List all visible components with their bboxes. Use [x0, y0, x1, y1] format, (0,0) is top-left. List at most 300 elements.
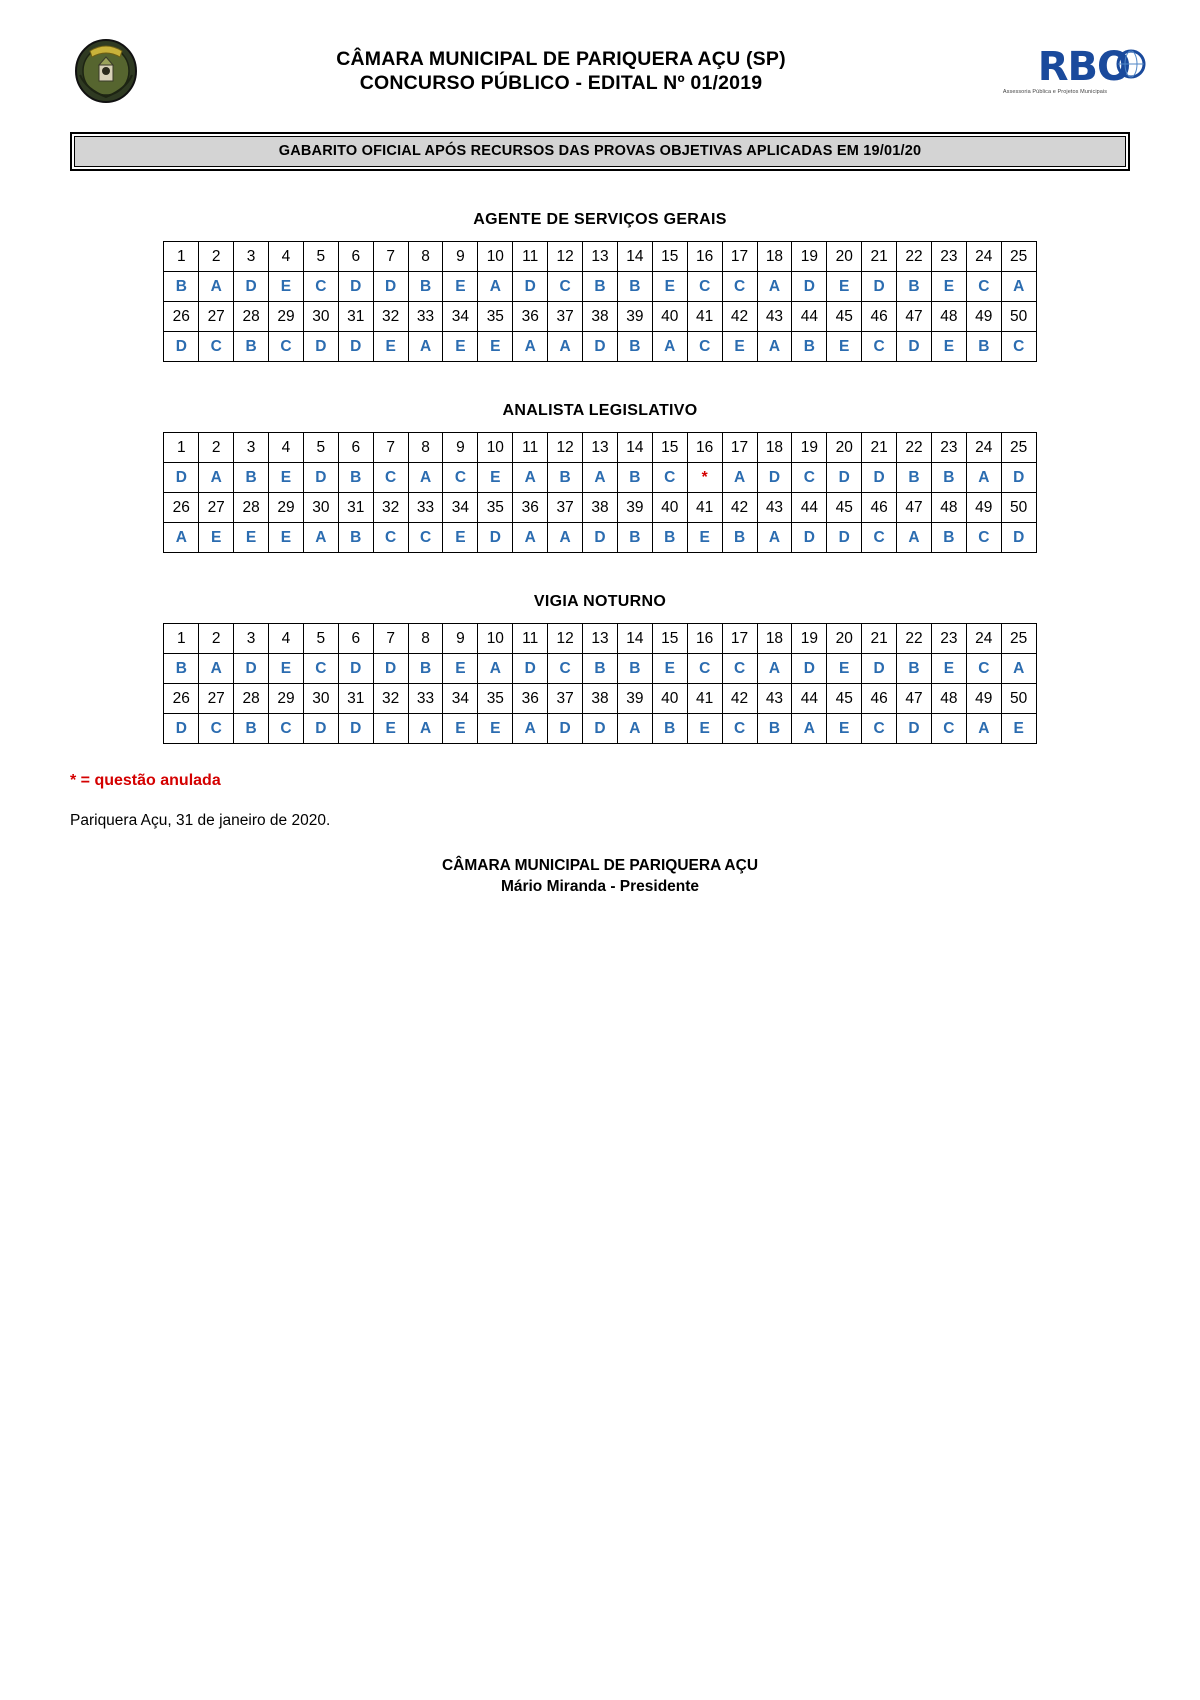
question-number-cell: 22 [897, 242, 932, 272]
question-number-cell: 48 [931, 493, 966, 523]
question-number-cell: 40 [652, 302, 687, 332]
answers-table [163, 432, 1036, 553]
question-number-cell: 25 [1001, 433, 1036, 463]
answer-cell: D [164, 332, 199, 362]
answer-cell: B [583, 654, 618, 684]
answer-cell: B [617, 654, 652, 684]
answer-cell: E [269, 463, 304, 493]
answer-cell: D [792, 523, 827, 553]
answer-cell: C [408, 523, 443, 553]
question-number-cell: 1 [164, 242, 199, 272]
question-number-cell: 7 [373, 433, 408, 463]
answer-cell: A [548, 332, 583, 362]
question-number-cell: 25 [1001, 624, 1036, 654]
answer-cell: C [722, 714, 757, 744]
answer-cell: D [234, 654, 269, 684]
question-number-cell: 13 [583, 242, 618, 272]
answer-cell: D [583, 523, 618, 553]
answer-cell: D [792, 272, 827, 302]
rbo-globe-icon [1116, 49, 1146, 79]
question-number-cell: 9 [443, 433, 478, 463]
question-number-cell: 43 [757, 684, 792, 714]
question-number-cell: 5 [303, 433, 338, 463]
answer-cell: D [338, 332, 373, 362]
page-title: CÂMARA MUNICIPAL DE PARIQUERA AÇU (SP) [336, 47, 786, 70]
gabarito-banner-text: GABARITO OFICIAL APÓS RECURSOS DAS PROVAS OBJETIVAS APLICADAS EM 19/01/20 [74, 136, 1126, 167]
question-number-cell: 10 [478, 624, 513, 654]
question-number-cell: 27 [199, 493, 234, 523]
answer-cell: E [478, 332, 513, 362]
question-number-cell: 30 [303, 684, 338, 714]
section-agente-servicos-gerais [70, 211, 1130, 362]
answer-cell: A [757, 272, 792, 302]
answers-table-body [164, 242, 1036, 362]
question-number-cell: 34 [443, 302, 478, 332]
rbo-logo [980, 44, 1130, 95]
question-number-cell: 27 [199, 302, 234, 332]
answer-cell: A [478, 654, 513, 684]
question-number-cell: 6 [338, 433, 373, 463]
answer-cell: D [303, 332, 338, 362]
question-number-cell: 11 [513, 624, 548, 654]
document-header [70, 0, 1130, 114]
question-number-cell: 26 [164, 493, 199, 523]
answer-cell: B [966, 332, 1001, 362]
question-number-cell: 12 [548, 433, 583, 463]
answer-cell: C [792, 463, 827, 493]
answer-cell: C [373, 523, 408, 553]
question-number-cell: 21 [862, 242, 897, 272]
question-number-cell: 5 [303, 624, 338, 654]
answer-cell: D [303, 714, 338, 744]
answer-cell: A [757, 332, 792, 362]
answer-cell: A [513, 463, 548, 493]
question-number-cell: 28 [234, 493, 269, 523]
question-number-cell: 3 [234, 242, 269, 272]
answer-cell: D [1001, 463, 1036, 493]
question-number-cell: 37 [548, 302, 583, 332]
answer-cell: E [234, 523, 269, 553]
answer-cell: C [443, 463, 478, 493]
answer-cell: E [478, 714, 513, 744]
answer-cell: B [617, 523, 652, 553]
question-number-cell: 14 [617, 433, 652, 463]
annulled-answer-cell: * [687, 463, 722, 493]
question-number-cell: 2 [199, 242, 234, 272]
question-number-row [164, 684, 1036, 714]
answer-cell: D [338, 272, 373, 302]
question-number-cell: 45 [827, 493, 862, 523]
question-number-cell: 11 [513, 433, 548, 463]
question-number-cell: 34 [443, 684, 478, 714]
question-number-cell: 49 [966, 684, 1001, 714]
answer-cell: E [199, 523, 234, 553]
question-number-cell: 29 [269, 684, 304, 714]
answer-cell: D [897, 714, 932, 744]
question-number-cell: 16 [687, 624, 722, 654]
question-number-row [164, 493, 1036, 523]
answer-cell: B [931, 463, 966, 493]
answer-cell: C [652, 463, 687, 493]
question-number-cell: 38 [583, 684, 618, 714]
question-number-cell: 22 [897, 624, 932, 654]
answer-row [164, 332, 1036, 362]
answer-cell: B [408, 272, 443, 302]
answers-table-body [164, 433, 1036, 553]
question-number-cell: 14 [617, 624, 652, 654]
question-number-cell: 49 [966, 302, 1001, 332]
answer-cell: B [234, 714, 269, 744]
answer-cell: A [1001, 272, 1036, 302]
question-number-cell: 24 [966, 242, 1001, 272]
answer-cell: C [199, 714, 234, 744]
section-vigia-noturno [70, 593, 1130, 744]
question-number-cell: 46 [862, 493, 897, 523]
answer-cell: A [583, 463, 618, 493]
question-number-cell: 1 [164, 433, 199, 463]
question-number-cell: 4 [269, 433, 304, 463]
question-number-cell: 22 [897, 433, 932, 463]
signature-organization: CÂMARA MUNICIPAL DE PARIQUERA AÇU [441, 857, 759, 874]
answer-cell: D [827, 523, 862, 553]
question-number-cell: 46 [862, 302, 897, 332]
question-number-cell: 48 [931, 684, 966, 714]
answer-cell: A [966, 714, 1001, 744]
answer-row [164, 654, 1036, 684]
question-number-cell: 31 [338, 302, 373, 332]
question-number-cell: 9 [443, 242, 478, 272]
answer-cell: D [827, 463, 862, 493]
question-number-cell: 16 [687, 242, 722, 272]
answer-cell: C [722, 272, 757, 302]
answer-cell: D [338, 714, 373, 744]
answer-cell: E [478, 463, 513, 493]
question-number-cell: 44 [792, 493, 827, 523]
question-number-cell: 6 [338, 624, 373, 654]
answer-cell: D [862, 654, 897, 684]
question-number-cell: 3 [234, 433, 269, 463]
answer-cell: C [548, 654, 583, 684]
question-number-cell: 17 [722, 624, 757, 654]
gabarito-banner [70, 132, 1130, 171]
answer-cell: D [338, 654, 373, 684]
answer-cell: D [548, 714, 583, 744]
answer-cell: C [1001, 332, 1036, 362]
answer-cell: D [164, 714, 199, 744]
answer-cell: B [617, 332, 652, 362]
answer-cell: C [931, 714, 966, 744]
answer-cell: E [269, 272, 304, 302]
answer-cell: D [478, 523, 513, 553]
question-number-cell: 40 [652, 684, 687, 714]
question-number-cell: 23 [931, 242, 966, 272]
question-number-cell: 2 [199, 433, 234, 463]
question-number-cell: 23 [931, 624, 966, 654]
answer-cell: B [897, 272, 932, 302]
answer-cell: A [199, 654, 234, 684]
answer-cell: E [827, 332, 862, 362]
answer-cell: D [303, 463, 338, 493]
answer-cell: A [1001, 654, 1036, 684]
question-number-cell: 50 [1001, 302, 1036, 332]
answer-cell: C [199, 332, 234, 362]
answer-cell: C [373, 463, 408, 493]
question-number-cell: 43 [757, 493, 792, 523]
page-subtitle: CONCURSO PÚBLICO - EDITAL Nº 01/2019 [359, 72, 763, 94]
question-number-cell: 8 [408, 433, 443, 463]
question-number-cell: 27 [199, 684, 234, 714]
answer-cell: A [199, 272, 234, 302]
question-number-cell: 17 [722, 433, 757, 463]
question-number-cell: 12 [548, 242, 583, 272]
question-number-cell: 10 [478, 242, 513, 272]
answer-cell: A [617, 714, 652, 744]
answer-cell: C [687, 332, 722, 362]
answer-cell: C [966, 523, 1001, 553]
question-number-cell: 4 [269, 242, 304, 272]
question-number-cell: 47 [897, 302, 932, 332]
question-number-cell: 38 [583, 493, 618, 523]
answer-cell: D [792, 654, 827, 684]
question-number-row [164, 433, 1036, 463]
answer-cell: A [478, 272, 513, 302]
question-number-cell: 14 [617, 242, 652, 272]
answer-cell: E [931, 654, 966, 684]
question-number-cell: 13 [583, 624, 618, 654]
answer-cell: C [687, 654, 722, 684]
question-number-cell: 35 [478, 493, 513, 523]
answer-cell: C [269, 714, 304, 744]
annulled-note: * = questão anulada [70, 772, 221, 789]
question-number-cell: 42 [722, 302, 757, 332]
question-number-cell: 21 [862, 433, 897, 463]
question-number-row [164, 242, 1036, 272]
answer-cell: A [548, 523, 583, 553]
question-number-cell: 18 [757, 624, 792, 654]
question-number-cell: 33 [408, 302, 443, 332]
answer-cell: E [269, 523, 304, 553]
question-number-cell: 18 [757, 433, 792, 463]
answer-cell: B [408, 654, 443, 684]
question-number-cell: 36 [513, 493, 548, 523]
answer-cell: E [443, 714, 478, 744]
question-number-cell: 9 [443, 624, 478, 654]
question-number-cell: 35 [478, 302, 513, 332]
answer-cell: D [583, 332, 618, 362]
question-number-cell: 39 [617, 684, 652, 714]
answer-cell: E [443, 332, 478, 362]
question-number-cell: 24 [966, 624, 1001, 654]
question-number-cell: 7 [373, 242, 408, 272]
answer-row [164, 463, 1036, 493]
answer-cell: B [164, 272, 199, 302]
answer-cell: B [652, 714, 687, 744]
answer-cell: E [687, 523, 722, 553]
question-number-cell: 42 [722, 684, 757, 714]
question-number-cell: 19 [792, 242, 827, 272]
question-number-cell: 32 [373, 302, 408, 332]
answer-cell: B [234, 332, 269, 362]
question-number-cell: 49 [966, 493, 1001, 523]
question-number-cell: 37 [548, 493, 583, 523]
answers-table [163, 623, 1036, 744]
answer-cell: E [931, 332, 966, 362]
answer-cell: A [303, 523, 338, 553]
answer-row [164, 523, 1036, 553]
section-analista-legislativo [70, 402, 1130, 553]
rbo-logo-text: RBO [1037, 44, 1130, 90]
answer-cell: C [548, 272, 583, 302]
question-number-cell: 36 [513, 302, 548, 332]
question-number-cell: 50 [1001, 493, 1036, 523]
question-number-cell: 47 [897, 493, 932, 523]
answer-cell: D [234, 272, 269, 302]
answer-cell: E [443, 523, 478, 553]
answer-cell: C [862, 714, 897, 744]
answer-cell: A [722, 463, 757, 493]
answer-row [164, 714, 1036, 744]
question-number-cell: 26 [164, 684, 199, 714]
question-number-cell: 19 [792, 624, 827, 654]
answer-cell: D [862, 463, 897, 493]
question-number-cell: 41 [687, 493, 722, 523]
answer-cell: D [513, 654, 548, 684]
answer-cell: A [897, 523, 932, 553]
question-number-cell: 31 [338, 493, 373, 523]
question-number-cell: 20 [827, 433, 862, 463]
question-number-cell: 46 [862, 684, 897, 714]
answer-cell: D [373, 654, 408, 684]
question-number-cell: 40 [652, 493, 687, 523]
answer-cell: A [513, 523, 548, 553]
question-number-cell: 29 [269, 302, 304, 332]
answer-cell: C [862, 332, 897, 362]
answer-cell: A [408, 332, 443, 362]
question-number-cell: 15 [652, 433, 687, 463]
question-number-cell: 15 [652, 624, 687, 654]
question-number-cell: 6 [338, 242, 373, 272]
answer-cell: B [897, 463, 932, 493]
place-date: Pariquera Açu, 31 de janeiro de 2020. [70, 812, 331, 829]
question-number-cell: 13 [583, 433, 618, 463]
question-number-cell: 37 [548, 684, 583, 714]
question-number-cell: 35 [478, 684, 513, 714]
answer-cell: D [757, 463, 792, 493]
answer-cell: E [443, 654, 478, 684]
answer-cell: A [966, 463, 1001, 493]
answers-table-body [164, 624, 1036, 744]
answer-cell: D [373, 272, 408, 302]
question-number-cell: 20 [827, 624, 862, 654]
answer-cell: B [931, 523, 966, 553]
question-number-row [164, 624, 1036, 654]
answer-cell: A [408, 463, 443, 493]
answer-cell: E [373, 714, 408, 744]
answer-cell: E [269, 654, 304, 684]
answer-cell: A [792, 714, 827, 744]
question-number-cell: 39 [617, 302, 652, 332]
question-number-cell: 10 [478, 433, 513, 463]
answer-cell: E [827, 272, 862, 302]
question-number-cell: 16 [687, 433, 722, 463]
answer-cell: E [827, 714, 862, 744]
answer-cell: B [338, 523, 373, 553]
question-number-cell: 31 [338, 684, 373, 714]
header-title-block [142, 47, 980, 96]
question-number-cell: 32 [373, 493, 408, 523]
question-number-cell: 23 [931, 433, 966, 463]
question-number-cell: 15 [652, 242, 687, 272]
answer-cell: B [234, 463, 269, 493]
answer-cell: B [617, 463, 652, 493]
answer-cell: D [897, 332, 932, 362]
answer-cell: B [792, 332, 827, 362]
question-number-cell: 44 [792, 302, 827, 332]
question-number-cell: 26 [164, 302, 199, 332]
question-number-cell: 7 [373, 624, 408, 654]
question-number-cell: 5 [303, 242, 338, 272]
answer-cell: E [931, 272, 966, 302]
answer-cell: E [373, 332, 408, 362]
answer-cell: B [548, 463, 583, 493]
signature-block [70, 856, 1130, 898]
answer-cell: E [827, 654, 862, 684]
question-number-cell: 42 [722, 493, 757, 523]
answers-table [163, 241, 1036, 362]
signature-person: Mário Miranda - Presidente [500, 877, 700, 895]
question-number-cell: 25 [1001, 242, 1036, 272]
answer-cell: E [722, 332, 757, 362]
question-number-cell: 8 [408, 242, 443, 272]
question-number-cell: 43 [757, 302, 792, 332]
question-number-cell: 18 [757, 242, 792, 272]
answer-cell: C [303, 654, 338, 684]
answer-cell: E [443, 272, 478, 302]
section-title: VIGIA NOTURNO [533, 593, 667, 610]
answer-cell: E [652, 654, 687, 684]
answer-cell: A [408, 714, 443, 744]
answer-cell: A [757, 654, 792, 684]
answer-cell: B [338, 463, 373, 493]
answer-cell: E [1001, 714, 1036, 744]
answer-cell: B [897, 654, 932, 684]
answer-cell: D [164, 463, 199, 493]
answer-cell: A [513, 714, 548, 744]
question-number-cell: 45 [827, 302, 862, 332]
answer-cell: E [652, 272, 687, 302]
question-number-cell: 20 [827, 242, 862, 272]
question-number-cell: 11 [513, 242, 548, 272]
question-number-cell: 17 [722, 242, 757, 272]
answer-cell: B [652, 523, 687, 553]
answer-cell: C [722, 654, 757, 684]
question-number-cell: 3 [234, 624, 269, 654]
question-number-cell: 2 [199, 624, 234, 654]
section-title: AGENTE DE SERVIÇOS GERAIS [473, 211, 727, 228]
answer-cell: B [722, 523, 757, 553]
question-number-cell: 21 [862, 624, 897, 654]
answer-cell: D [1001, 523, 1036, 553]
answer-cell: C [966, 654, 1001, 684]
question-number-cell: 45 [827, 684, 862, 714]
answer-cell: B [617, 272, 652, 302]
question-number-cell: 32 [373, 684, 408, 714]
answer-cell: A [652, 332, 687, 362]
question-number-cell: 34 [443, 493, 478, 523]
question-number-row [164, 302, 1036, 332]
answer-cell: D [513, 272, 548, 302]
answer-cell: C [687, 272, 722, 302]
